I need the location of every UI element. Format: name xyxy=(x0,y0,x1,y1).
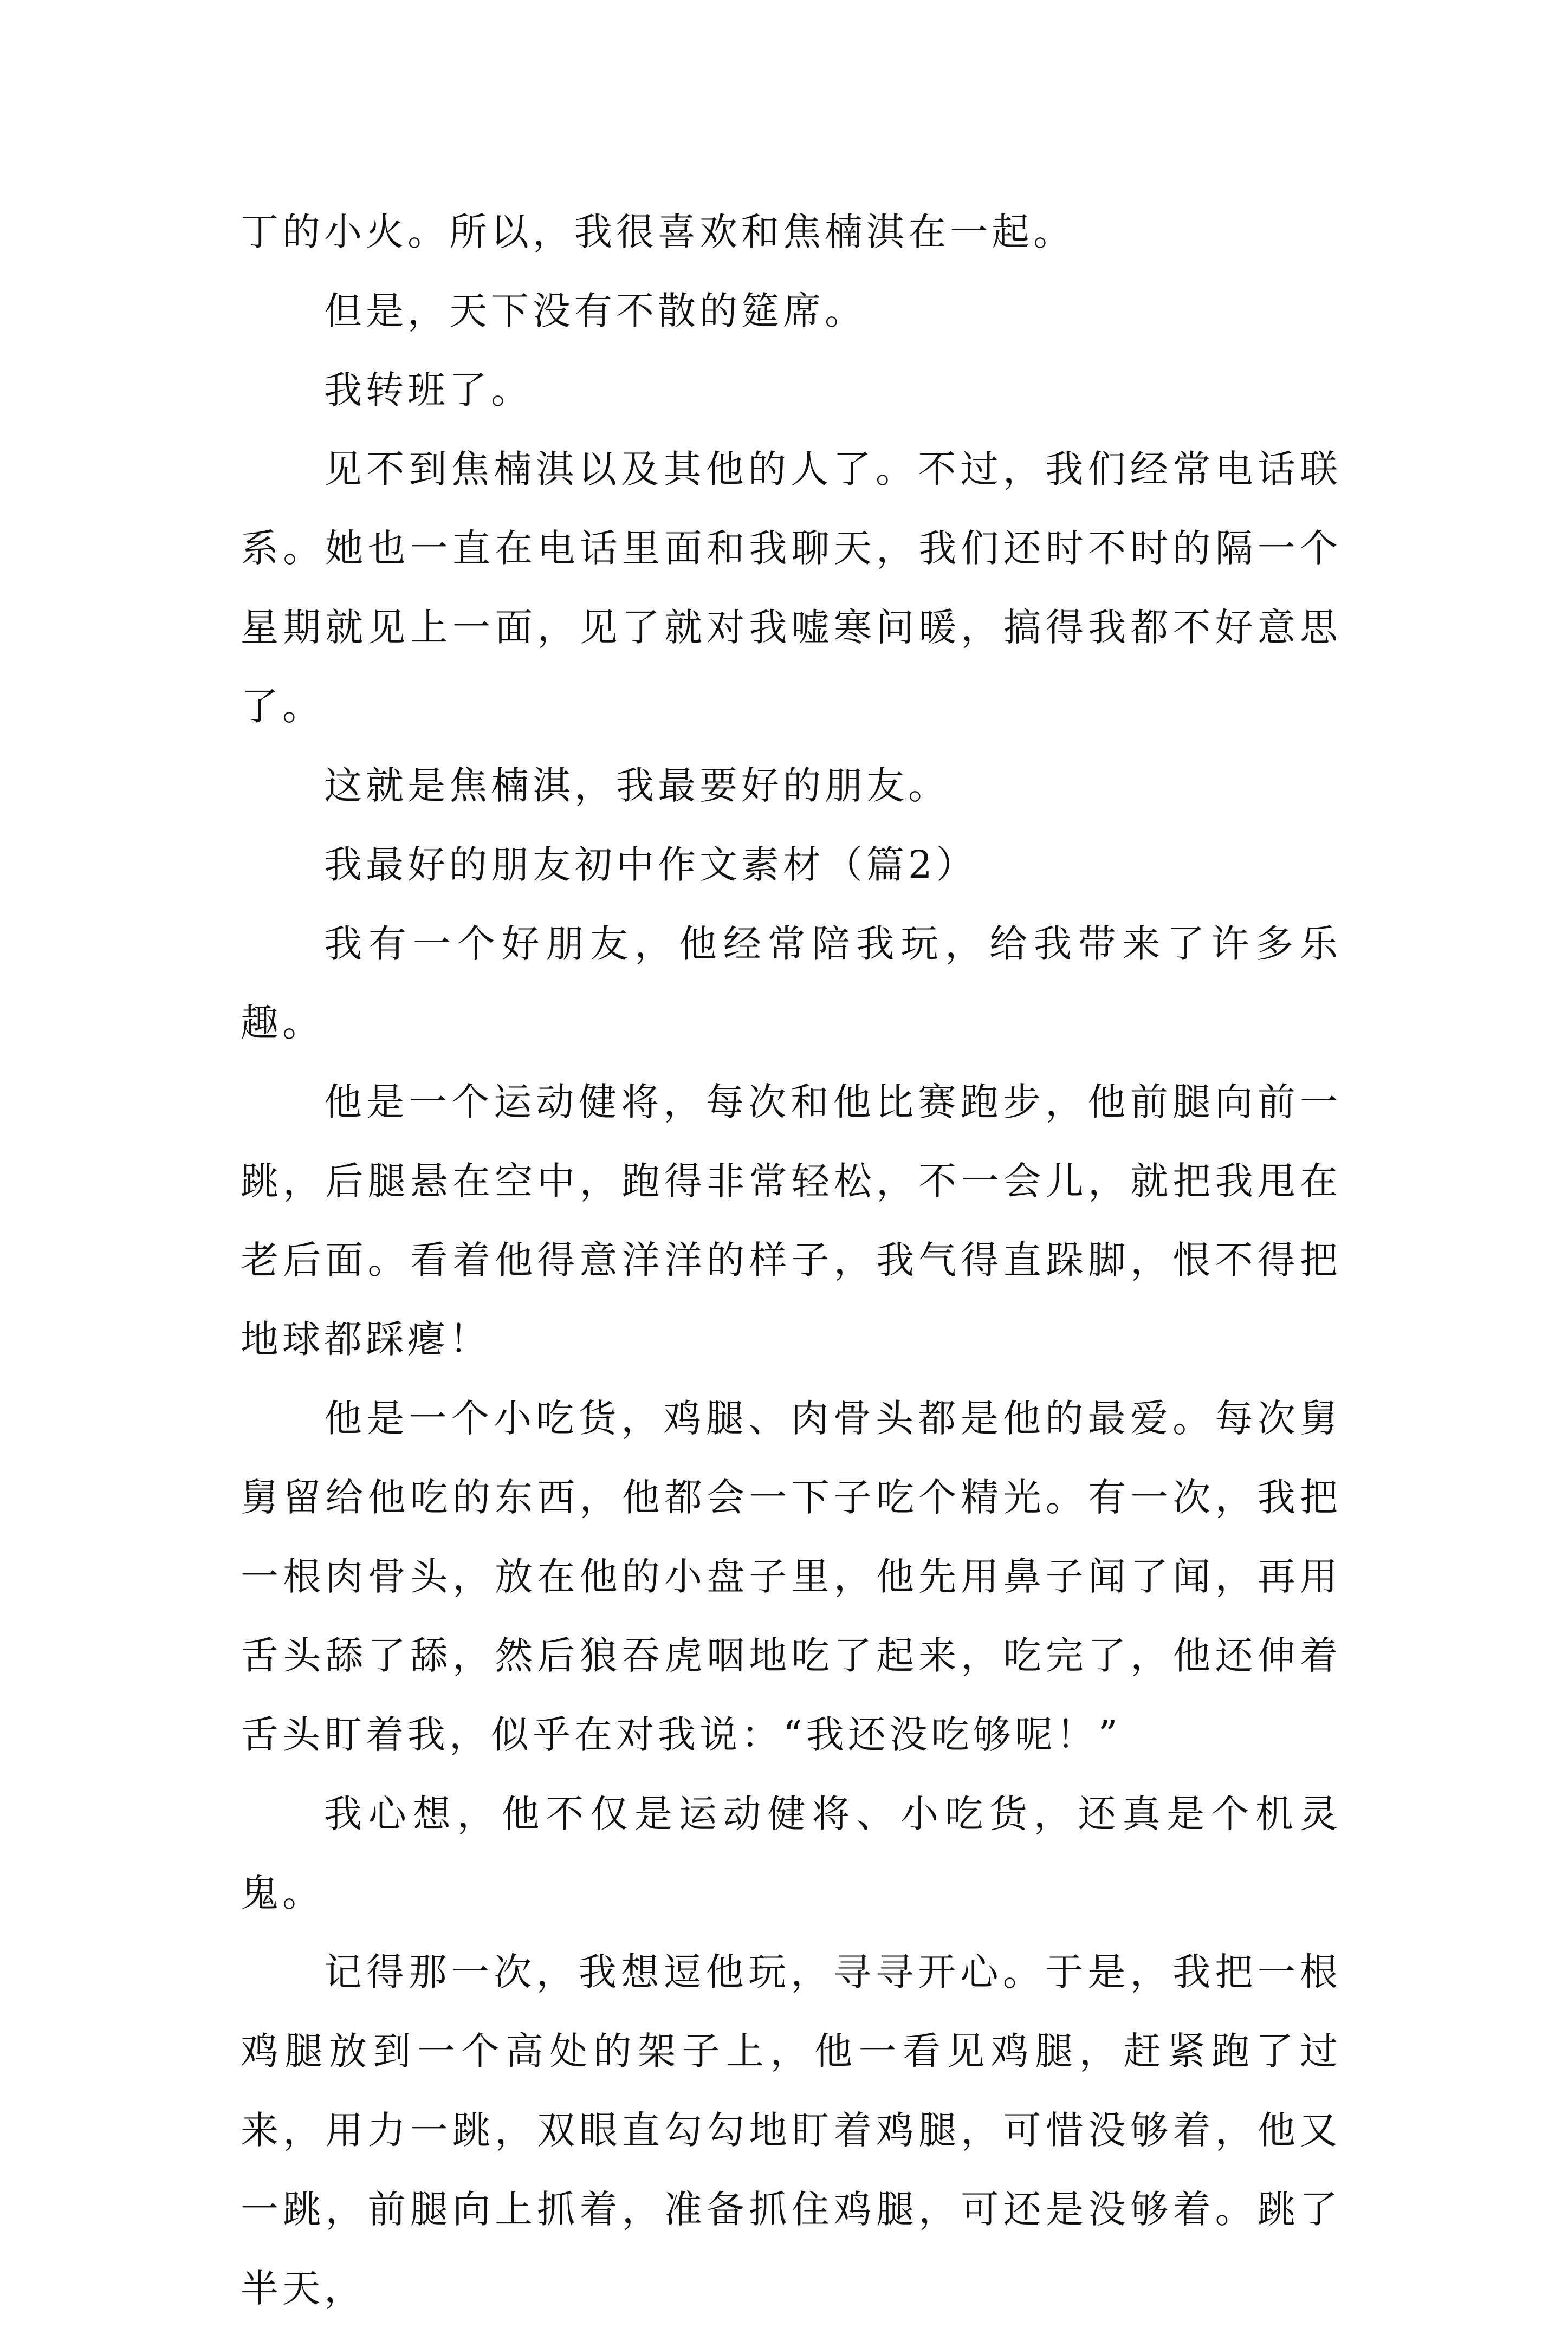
paragraph: 我转班了。 xyxy=(324,368,533,412)
paragraph: 我心想，他不仅是运动健将、小吃货，还真是个机灵鬼。 xyxy=(241,1792,1342,1915)
paragraph: 见不到焦楠淇以及其他的人了。不过，我们经常电话联系。她也一直在电话里面和我聊天，我们还时不时的隔一个星期就见上一面，见了就对我嘘寒问暖，搞得我都不好意思了。 xyxy=(241,447,1342,729)
document-body xyxy=(241,192,1342,2328)
paragraph: 他是一个小吃货，鸡腿、肉骨头都是他的最爱。每次舅舅留给他吃的东西，他都会一下子吃个精光。有一次，我把一根肉骨头，放在他的小盘子里，他先用鼻子闻了闻，再用舌头舔了舔，然后狼吞虎咽地吃了起来，吃完了，他还伸着舌头盯着我，似乎在对我说：“我还没吃够呢！” xyxy=(241,1396,1342,1757)
paragraph-continuation: 丁的小火。所以，我很喜欢和焦楠淇在一起。 xyxy=(241,210,1075,254)
paragraph: 这就是焦楠淇，我最要好的朋友。 xyxy=(324,763,950,808)
section-heading: 我最好的朋友初中作文素材（篇2） xyxy=(324,842,978,887)
paragraph: 我有一个好朋友，他经常陪我玩，给我带来了许多乐趣。 xyxy=(241,922,1342,1045)
paragraph: 但是，天下没有不散的筵席。 xyxy=(324,289,866,333)
paragraph: 记得那一次，我想逗他玩，寻寻开心。于是，我把一根鸡腿放到一个高处的架子上，他一看见鸡腿，赶紧跑了过来，用力一跳，双眼直勾勾地盯着鸡腿，可惜没够着，他又一跳，前腿向上抓着，准备抓住鸡腿，可还是没够着。跳了半天， xyxy=(241,1950,1342,2311)
paragraph: 他是一个运动健将，每次和他比赛跑步，他前腿向前一跳，后腿悬在空中，跑得非常轻松，不一会儿，就把我甩在老后面。看着他得意洋洋的样子，我气得直跺脚，恨不得把地球都踩瘪！ xyxy=(241,1080,1342,1361)
